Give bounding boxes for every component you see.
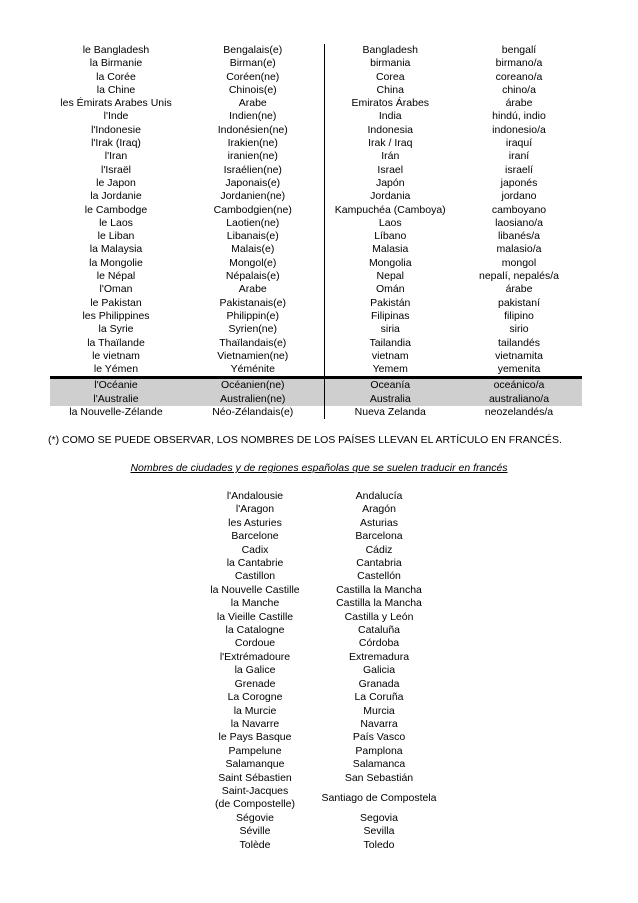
city-row	[202, 731, 450, 744]
city-name-es: Cataluña	[357, 624, 401, 637]
countries-table-body	[50, 44, 582, 419]
country-name-es: Pakistán	[370, 296, 411, 309]
city-name-fr: Salamanque	[225, 758, 285, 771]
city-name-fr: la Catalogne	[225, 624, 285, 637]
nationality-fr: Chinois(e)	[182, 84, 324, 97]
city-row	[202, 597, 450, 610]
country-name-fr: la Mongolie	[89, 256, 143, 269]
country-name-es: Mongolia	[368, 256, 412, 269]
city-name-es: Asturias	[360, 516, 398, 529]
country-name-es: vietnam	[371, 349, 409, 362]
city-name-fr: La Corogne	[227, 691, 283, 704]
country-name-es: Omán	[375, 283, 405, 296]
country-name-es: siria	[380, 323, 400, 336]
country-name-es: Laos	[378, 216, 402, 229]
nationality-es: vietnamita	[495, 349, 543, 362]
nationality-fr: Arabe	[182, 283, 324, 296]
city-row	[202, 691, 450, 704]
nationality-fr: Indien(ne)	[182, 110, 324, 123]
city-row	[202, 772, 450, 785]
countries-table	[50, 44, 582, 419]
country-name-es: Irak / Iraq	[368, 137, 413, 150]
nationality-fr: Philippin(e)	[182, 310, 324, 323]
nationality-fr: Japonais(e)	[182, 177, 324, 190]
country-row	[50, 310, 582, 323]
city-row	[202, 637, 450, 650]
country-name-es: Oceanía	[324, 378, 456, 393]
nationality-fr: Néo-Zélandais(e)	[182, 406, 324, 419]
city-name-fr: Séville	[239, 825, 271, 838]
nationality-es: laosiano/a	[495, 216, 543, 229]
cities-title: Nombres de ciudades y de regiones españolas que se suelen traducir en francés	[130, 462, 508, 474]
city-row	[202, 745, 450, 758]
city-row	[202, 530, 450, 543]
nationality-fr: Australien(ne)	[182, 393, 324, 406]
city-row	[202, 758, 450, 771]
city-name-fr: la Murcie	[233, 704, 277, 717]
nationality-es: israelí	[504, 163, 533, 176]
country-row	[50, 84, 582, 97]
nationality-fr: iranien(ne)	[182, 150, 324, 163]
nationality-es: iraní	[508, 150, 530, 163]
country-row	[50, 378, 582, 393]
city-name-es: Castilla y León	[344, 610, 414, 623]
city-name-fr: la Vieille Castille	[216, 610, 294, 623]
nationality-es: birmano/a	[495, 57, 543, 70]
city-name-es: Castilla la Mancha	[336, 597, 422, 610]
city-row	[202, 825, 450, 838]
country-name-es: Indonesia	[367, 123, 414, 136]
city-name-fr: Barcelone	[231, 530, 279, 543]
city-name-fr: l'Extrémadoure	[219, 650, 291, 663]
country-row	[50, 406, 582, 419]
city-name-es: Navarra	[360, 717, 398, 730]
nationality-es: sirio	[509, 323, 529, 336]
country-row	[50, 393, 582, 406]
city-name-es: Castellón	[357, 570, 401, 583]
nationality-es: neozelandés/a	[484, 406, 554, 419]
country-name-fr: la Thaïlande	[87, 336, 145, 349]
city-name-fr: la Galice	[234, 664, 276, 677]
city-name-fr: les Asturies	[228, 516, 282, 529]
country-row	[50, 71, 582, 84]
city-row	[202, 839, 450, 852]
city-name-fr: Grenade	[234, 677, 276, 690]
nationality-fr: Irakien(ne)	[182, 137, 324, 150]
country-name-fr: le Pakistan	[90, 296, 142, 309]
nationality-fr: Syrien(ne)	[182, 323, 324, 336]
city-name-fr: Saint Sébastien	[218, 771, 292, 784]
nationality-fr: Indonésien(ne)	[182, 124, 324, 137]
nationality-fr: Israélien(ne)	[182, 164, 324, 177]
city-name-fr: l'Andalousie	[226, 490, 284, 502]
country-name-fr: l'Australie	[50, 393, 182, 406]
nationality-fr: Birman(e)	[182, 57, 324, 70]
city-name-es: La Coruña	[354, 691, 404, 704]
country-row	[50, 243, 582, 256]
city-name-fr: Castillon	[234, 570, 276, 583]
city-name-es: San Sebastián	[344, 771, 414, 784]
country-name-fr: la Jordanie	[90, 190, 142, 203]
country-name-fr: les Émirats Arabes Unis	[60, 97, 172, 110]
country-name-fr: l'Irak (Iraq)	[91, 137, 141, 150]
city-name-fr: la Cantabrie	[226, 557, 284, 570]
city-name-es: Galicia	[362, 664, 396, 677]
country-name-fr: la Chine	[96, 83, 136, 96]
nationality-es: iraquí	[505, 137, 533, 150]
country-name-fr: le Japon	[96, 176, 136, 189]
city-row	[202, 651, 450, 664]
cities-table	[202, 490, 450, 852]
country-row	[50, 257, 582, 270]
city-name-fr: Pampelune	[228, 744, 282, 757]
nationality-fr: Pakistanais(e)	[182, 297, 324, 310]
country-row	[50, 57, 582, 70]
country-name-es: Bangladesh	[362, 44, 418, 56]
country-name-fr: le Bangladesh	[82, 44, 150, 56]
city-name-es: Aragón	[362, 503, 396, 516]
city-name-es: Salamanca	[352, 758, 406, 771]
country-name-fr: l'Indonesie	[91, 123, 141, 136]
country-row	[50, 124, 582, 137]
city-name-es: Granada	[358, 677, 400, 690]
country-name-fr: la Malaysia	[89, 243, 143, 256]
country-row	[50, 337, 582, 350]
city-name-es: Cádiz	[365, 543, 393, 556]
city-name-es: Pamplona	[355, 744, 403, 757]
country-name-fr: les Philippines	[82, 309, 150, 322]
country-row	[50, 323, 582, 336]
nationality-es: camboyano	[491, 203, 547, 216]
nationality-fr: Océanien(ne)	[182, 378, 324, 393]
country-name-es: birmania	[370, 57, 411, 70]
nationality-fr: Népalais(e)	[182, 270, 324, 283]
nationality-fr: Thaïlandais(e)	[182, 337, 324, 350]
country-name-es: Líbano	[374, 230, 407, 243]
city-row	[202, 611, 450, 624]
nationality-es: malasio/a	[496, 243, 542, 256]
country-row	[50, 297, 582, 310]
city-row	[202, 544, 450, 557]
nationality-es: yemenita	[497, 363, 541, 376]
country-name-fr: le vietnam	[92, 349, 140, 362]
nationality-es: coreano/a	[495, 70, 543, 83]
city-name-es: Segovia	[360, 811, 398, 824]
nationality-fr: Mongol(e)	[182, 257, 324, 270]
nationality-es: pakistaní	[497, 296, 541, 309]
country-name-es: India	[378, 110, 402, 123]
city-name-es: Extremadura	[348, 650, 410, 663]
city-name-fr: la Nouvelle Castille	[210, 583, 300, 596]
city-name-fr: la Manche	[230, 597, 280, 610]
country-name-fr: la Nouvelle-Zélande	[69, 406, 163, 419]
city-row	[202, 705, 450, 718]
city-row	[202, 503, 450, 516]
city-name-fr: l'Aragon	[235, 503, 275, 516]
country-name-es: Tailandia	[369, 336, 411, 349]
nationality-fr: Libanais(e)	[182, 230, 324, 243]
nationality-es: japonés	[500, 176, 538, 189]
nationality-es: australiano/a	[456, 393, 582, 406]
country-row	[50, 283, 582, 296]
country-row	[50, 350, 582, 363]
city-row	[202, 557, 450, 570]
country-row	[50, 164, 582, 177]
city-name-fr: Ségovie	[236, 811, 274, 824]
nationality-fr: Bengalais(e)	[182, 44, 324, 57]
city-name-fr: Cordoue	[234, 637, 276, 650]
city-name-fr: Tolède	[239, 838, 271, 851]
city-name-es: Barcelona	[355, 530, 403, 543]
city-name-es: Toledo	[363, 838, 395, 851]
city-row	[202, 718, 450, 731]
nationality-fr: Jordanien(ne)	[182, 190, 324, 203]
country-name-es: Israel	[377, 163, 404, 176]
country-name-es: Kampuchéa (Camboya)	[334, 203, 446, 216]
country-row	[50, 177, 582, 190]
country-name-es: Emiratos Árabes	[351, 97, 430, 110]
city-name-fr: Cadix	[241, 543, 269, 556]
country-name-fr: la Syrie	[98, 323, 134, 336]
country-name-es: Nueva Zelanda	[354, 406, 426, 419]
nationality-fr: Vietnamien(ne)	[182, 350, 324, 363]
country-row	[50, 150, 582, 163]
nationality-fr: Laotien(ne)	[182, 217, 324, 230]
country-name-fr: le Yémen	[93, 363, 139, 376]
nationality-es: libanés/a	[497, 230, 541, 243]
nationality-es: jordano	[501, 190, 537, 203]
country-name-es: Australia	[324, 393, 456, 406]
city-row	[202, 624, 450, 637]
nationality-es: tailandés	[497, 336, 541, 349]
country-row	[50, 190, 582, 203]
nationality-es: filipino	[504, 309, 534, 322]
nationality-es: mongol	[501, 256, 537, 269]
city-name-es: Castilla la Mancha	[336, 583, 422, 596]
nationality-es: nepalí, nepalés/a	[479, 270, 559, 283]
city-row	[202, 812, 450, 825]
city-name-es: Córdoba	[358, 637, 400, 650]
city-name-fr: Saint-Jacques	[221, 784, 289, 797]
country-name-es: Jordania	[370, 190, 411, 203]
country-name-es: Corea	[375, 70, 405, 83]
nationality-es: hindú, indio	[492, 110, 546, 123]
country-name-fr: l'Inde	[103, 110, 129, 123]
city-name-es: Murcia	[363, 704, 395, 717]
country-name-fr: l'Israël	[100, 163, 131, 176]
country-row	[50, 97, 582, 110]
country-name-es: Filipinas	[370, 309, 410, 322]
country-name-fr: l'Iran	[104, 150, 128, 163]
country-row	[50, 204, 582, 217]
nationality-es: chino/a	[502, 83, 536, 96]
country-name-es: Malasia	[372, 243, 409, 256]
nationality-es: árabe	[505, 283, 533, 296]
city-row	[202, 678, 450, 691]
country-row	[50, 44, 582, 57]
nationality-fr: Arabe	[182, 97, 324, 110]
nationality-fr: Cambodgien(ne)	[182, 204, 324, 217]
city-name-es: Sevilla	[363, 825, 395, 838]
country-name-fr: le Liban	[97, 230, 135, 243]
city-name-es: Andalucía	[355, 490, 403, 502]
country-name-fr: l'Oman	[99, 283, 133, 296]
city-row	[202, 584, 450, 597]
country-row	[50, 217, 582, 230]
city-row	[202, 570, 450, 583]
country-row	[50, 110, 582, 123]
cities-table-body	[202, 490, 450, 852]
city-name-fr: (de Compostelle)	[215, 798, 295, 811]
country-name-es: Irán	[381, 150, 400, 163]
country-row	[50, 270, 582, 283]
nationality-es: bengalí	[501, 44, 537, 56]
city-name-es: Santiago de Compostela	[321, 791, 437, 804]
country-name-fr: la Corée	[96, 70, 136, 83]
city-name-es: País Vasco	[352, 731, 406, 744]
country-row	[50, 230, 582, 243]
country-name-fr: le Népal	[96, 270, 136, 283]
country-name-fr: la Birmanie	[89, 57, 143, 70]
nationality-fr: Coréen(ne)	[182, 71, 324, 84]
nationality-es: oceánico/a	[456, 378, 582, 393]
country-name-es: Nepal	[376, 270, 404, 283]
city-name-es: Cantabria	[356, 557, 402, 570]
country-name-fr: le Laos	[99, 216, 133, 229]
country-name-es: China	[376, 83, 404, 96]
city-row	[202, 517, 450, 530]
country-name-es: Yemem	[372, 363, 408, 376]
country-name-es: Japón	[375, 176, 405, 189]
country-row	[50, 137, 582, 150]
country-name-fr: l'Océanie	[50, 378, 182, 393]
nationality-es: árabe	[505, 97, 533, 110]
city-name-fr: le Pays Basque	[218, 731, 292, 744]
city-row	[202, 785, 450, 798]
note-text: (*) COMO SE PUEDE OBSERVAR, LOS NOMBRES DE LOS PAÍSES LLEVAN EL ARTÍCULO EN FRANCÉS.	[48, 434, 562, 446]
country-row	[50, 363, 582, 378]
city-row	[202, 490, 450, 503]
city-row	[202, 664, 450, 677]
nationality-es: indonesio/a	[492, 123, 546, 136]
city-name-fr: la Navarre	[230, 717, 280, 730]
country-name-fr: le Cambodge	[84, 203, 148, 216]
nationality-fr: Yéménite	[182, 363, 324, 378]
nationality-fr: Malais(e)	[182, 243, 324, 256]
